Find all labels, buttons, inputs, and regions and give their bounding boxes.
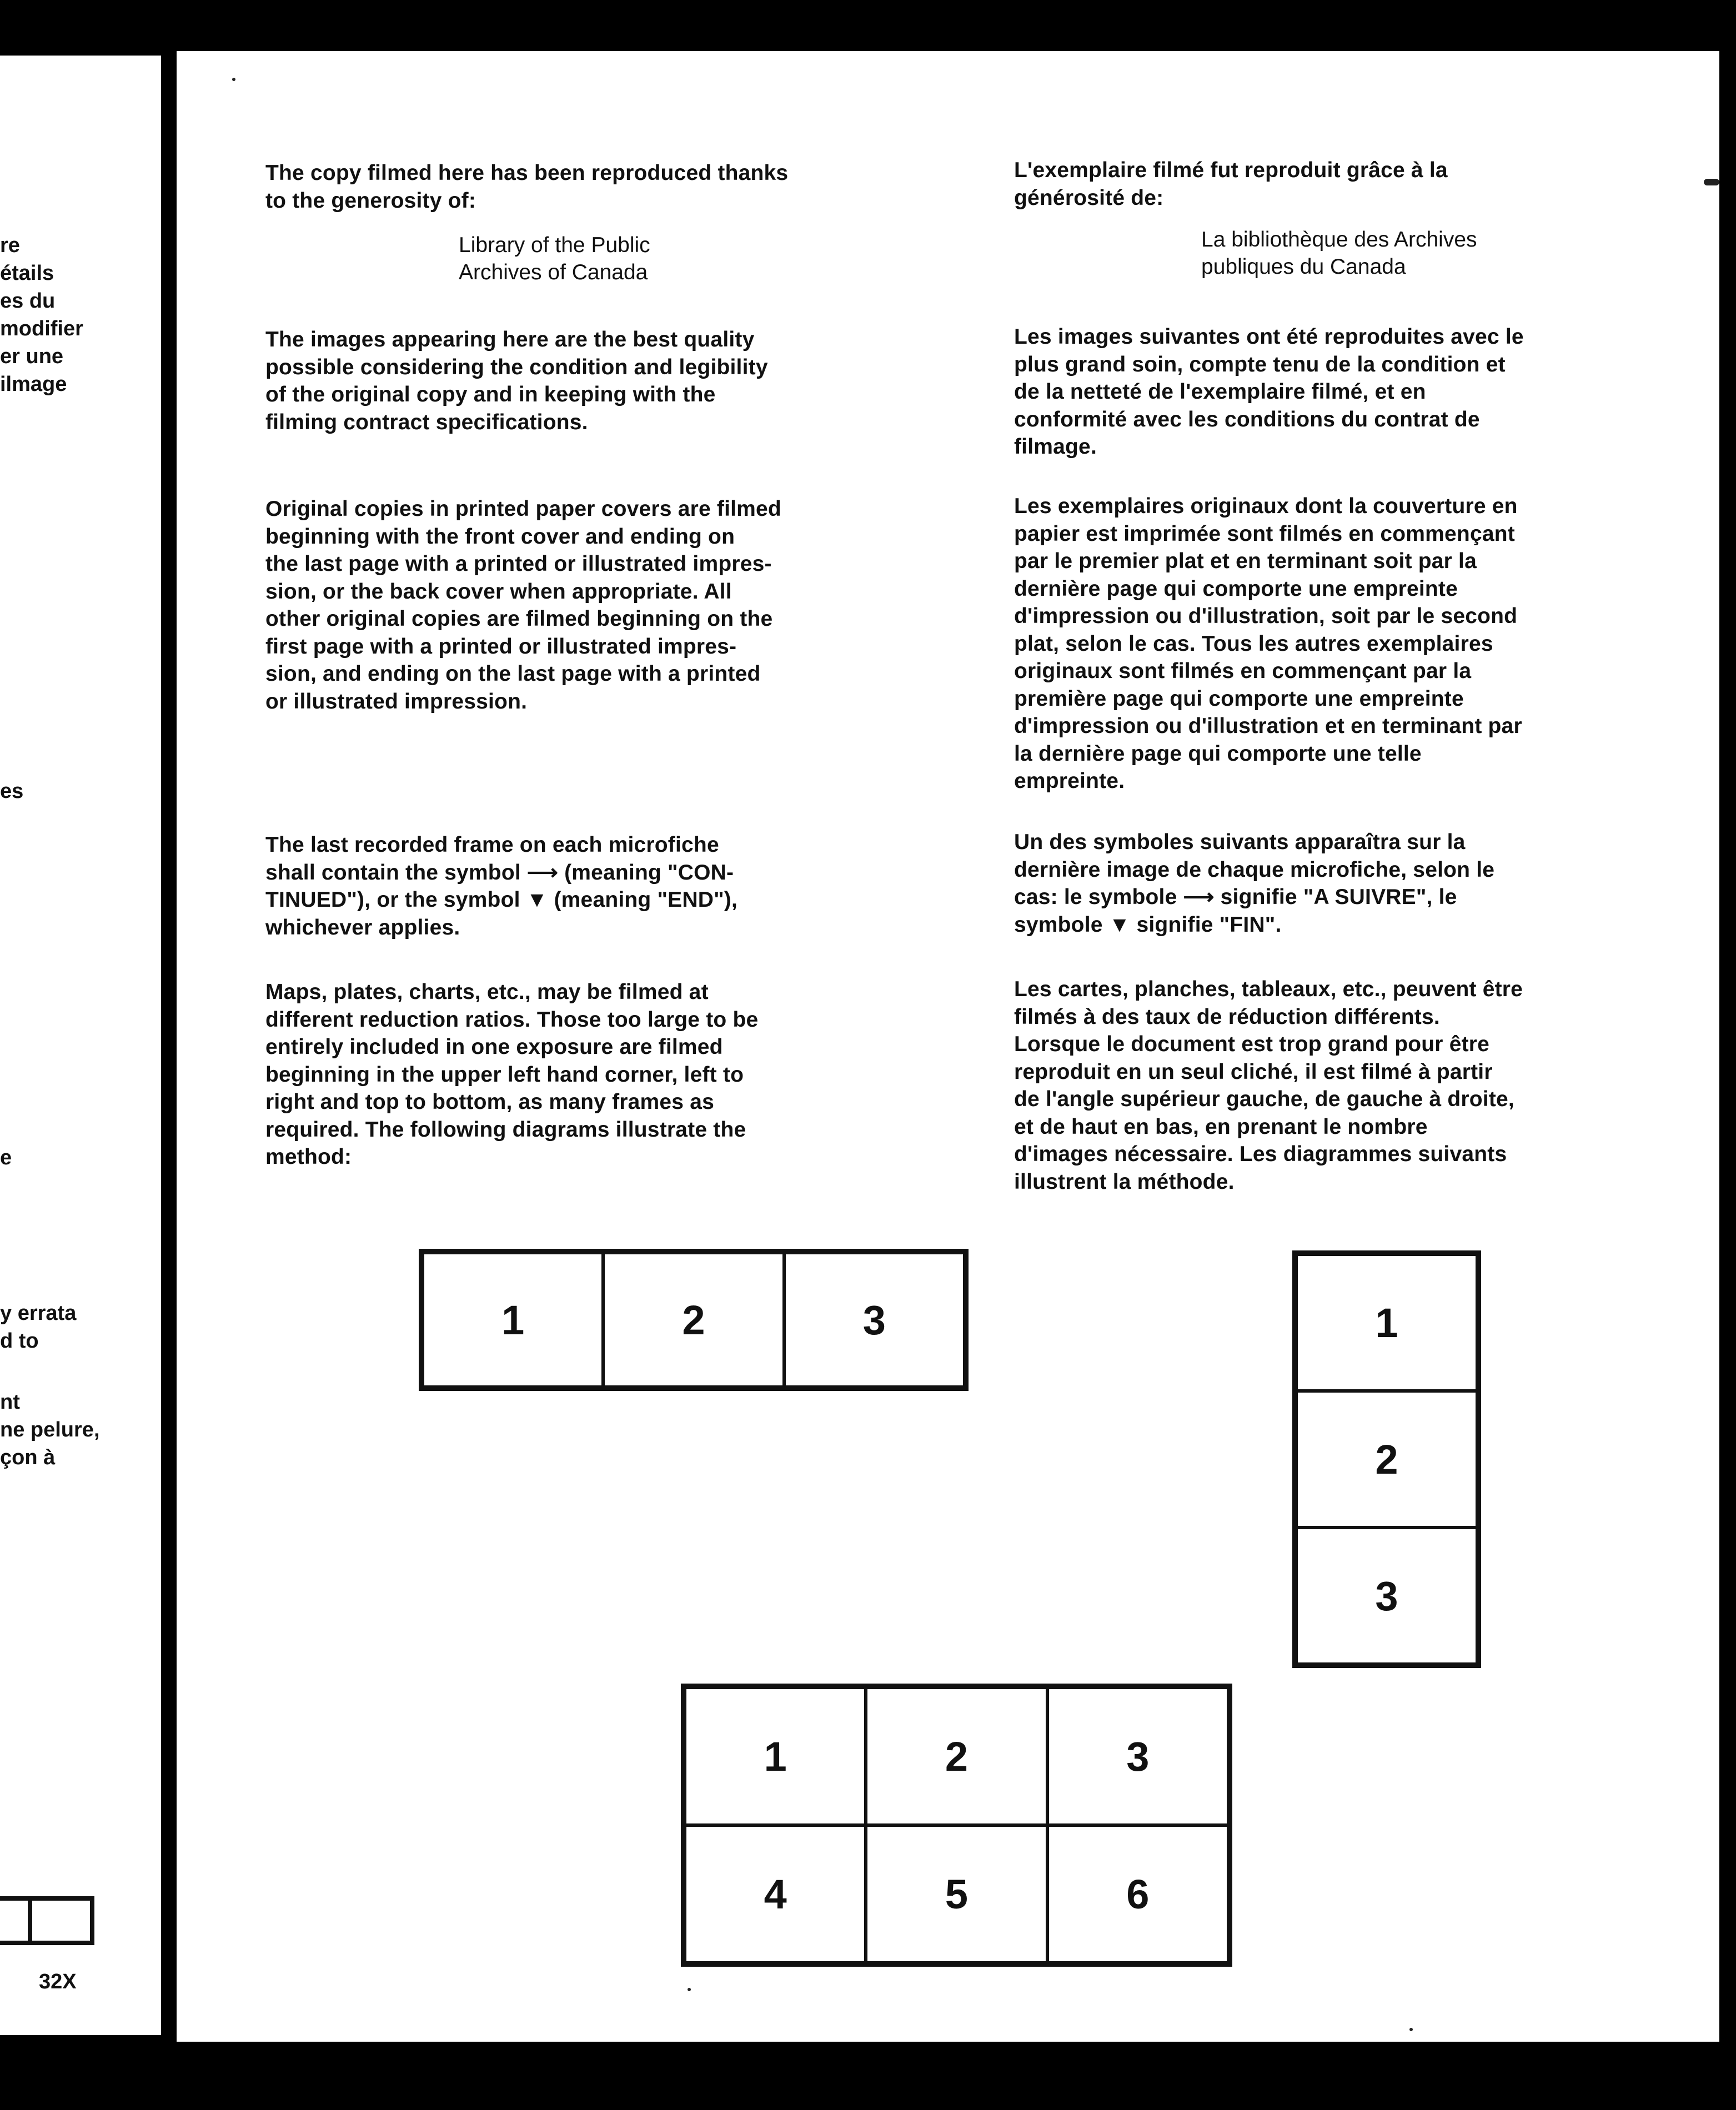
fragment-text: modifier: [0, 317, 83, 340]
fragment-text: es du: [0, 289, 56, 313]
reduction-label: 32X: [39, 1970, 77, 1993]
frame-cell: 3: [1047, 1687, 1228, 1825]
english-maps-text: Maps, plates, charts, etc., may be filmed at different reduction ratios. Those too large to be entirely included in one exposure are filmed beginning in the upper left hand corner, left to right and top to bottom, as many frames as required. The following diagrams illustrate the method:: [265, 980, 759, 1169]
frame-cell: 3: [784, 1253, 965, 1387]
english-intro: The copy filmed here has been reproduced thanks to the generosity of:: [265, 161, 789, 213]
frame-cell: 2: [1296, 1391, 1477, 1528]
fragment-text: ne pelure,: [0, 1418, 100, 1441]
fragment-text: d to: [0, 1329, 39, 1353]
diagram-horizontal: [419, 1249, 969, 1391]
fragment-text: nt: [0, 1390, 20, 1414]
edge-mark: [1704, 179, 1719, 185]
fragment-text: étails: [0, 262, 54, 285]
frame-cell: 1: [423, 1253, 603, 1387]
frame-cell: 4: [685, 1825, 866, 1963]
fragment-text: y errata: [0, 1302, 77, 1325]
english-quality-text: The images appearing here are the best quality possible considering the condition and legibility of the original copy and in keeping with the filming contract specifications.: [265, 328, 768, 434]
french-quality-text: Les images suivantes ont été reproduites avec le plus grand soin, compte tenu de la condition et de la netteté de l'exemplaire filmé, et en conformité avec les conditions du contrat de filmage.: [1014, 325, 1524, 459]
french-library: La bibliothèque des Archives publiques du Canada: [1201, 228, 1477, 279]
fragment-text: es: [0, 780, 24, 803]
frame-cell: 2: [866, 1687, 1047, 1825]
frame-cell: 5: [866, 1825, 1047, 1963]
frame-cell: 2: [603, 1253, 784, 1387]
french-symbols-text: Un des symboles suivants apparaîtra sur la dernière image de chaque microfiche, selon le cas: le symbole ⟶ signifie "A SUIVRE", le symbole ▼ signifie "FIN".: [1014, 830, 1495, 937]
diagram-grid: [681, 1684, 1232, 1967]
fragment-text: çon à: [0, 1446, 56, 1469]
english-library: Library of the Public Archives of Canada: [459, 233, 650, 284]
fragment-text: e: [0, 1146, 12, 1169]
fragment-text: er une: [0, 345, 64, 368]
diagram-vertical: [1292, 1250, 1481, 1668]
frame-cell: 3: [1296, 1528, 1477, 1664]
french-maps-text: Les cartes, planches, tableaux, etc., peuvent être filmés à des taux de réduction différents. Lorsque le document est trop grand pour être reproduit en un seul cliché, il est filmé à partir de l'angle supérieur gauche, de gauche à droite, et de haut en bas, en prenant le nombre d'images nécessaire. Les diagrammes suivants illustrent la méthode.: [1014, 977, 1523, 1194]
frame-cell: 6: [1047, 1825, 1228, 1963]
french-originals-text: Les exemplaires originaux dont la couverture en papier est imprimée sont filmés en commençant par le premier plat et en terminant soit par la dernière page qui comporte une empreinte d'impression ou d'illustration, soit par le second plat, selon le cas. Tous les autres exemplaires originaux sont filmés en commençant par la première page qui comporte une empreinte d'impression ou d'illustration et en terminant par la dernière page qui comporte une telle empreinte.: [1014, 494, 1522, 793]
french-intro: L'exemplaire filmé fut reproduit grâce à la générosité de:: [1014, 158, 1448, 210]
english-symbols-text: The last recorded frame on each microfiche shall contain the symbol ⟶ (meaning "CON- TINUED"), or the symbol ▼ (meaning "END"), whichever applies.: [265, 833, 738, 940]
adjacent-page-fragment: [0, 56, 161, 2035]
frame-cell: 1: [685, 1687, 866, 1825]
reduction-target-box: [0, 1896, 94, 1945]
english-originals-text: Original copies in printed paper covers are filmed beginning with the front cover and ending on the last page with a printed or illustrated impres- sion, or the back cover when appropriate. All other original copies are filmed beginning on the first page with a printed or illustrated impres- sion, and ending on the last page with a printed or illustrated impression.: [265, 497, 781, 714]
fragment-text: ilmage: [0, 373, 67, 396]
document-page: [177, 51, 1719, 2042]
frame-cell: 1: [1296, 1254, 1477, 1391]
fragment-text: re: [0, 234, 20, 257]
